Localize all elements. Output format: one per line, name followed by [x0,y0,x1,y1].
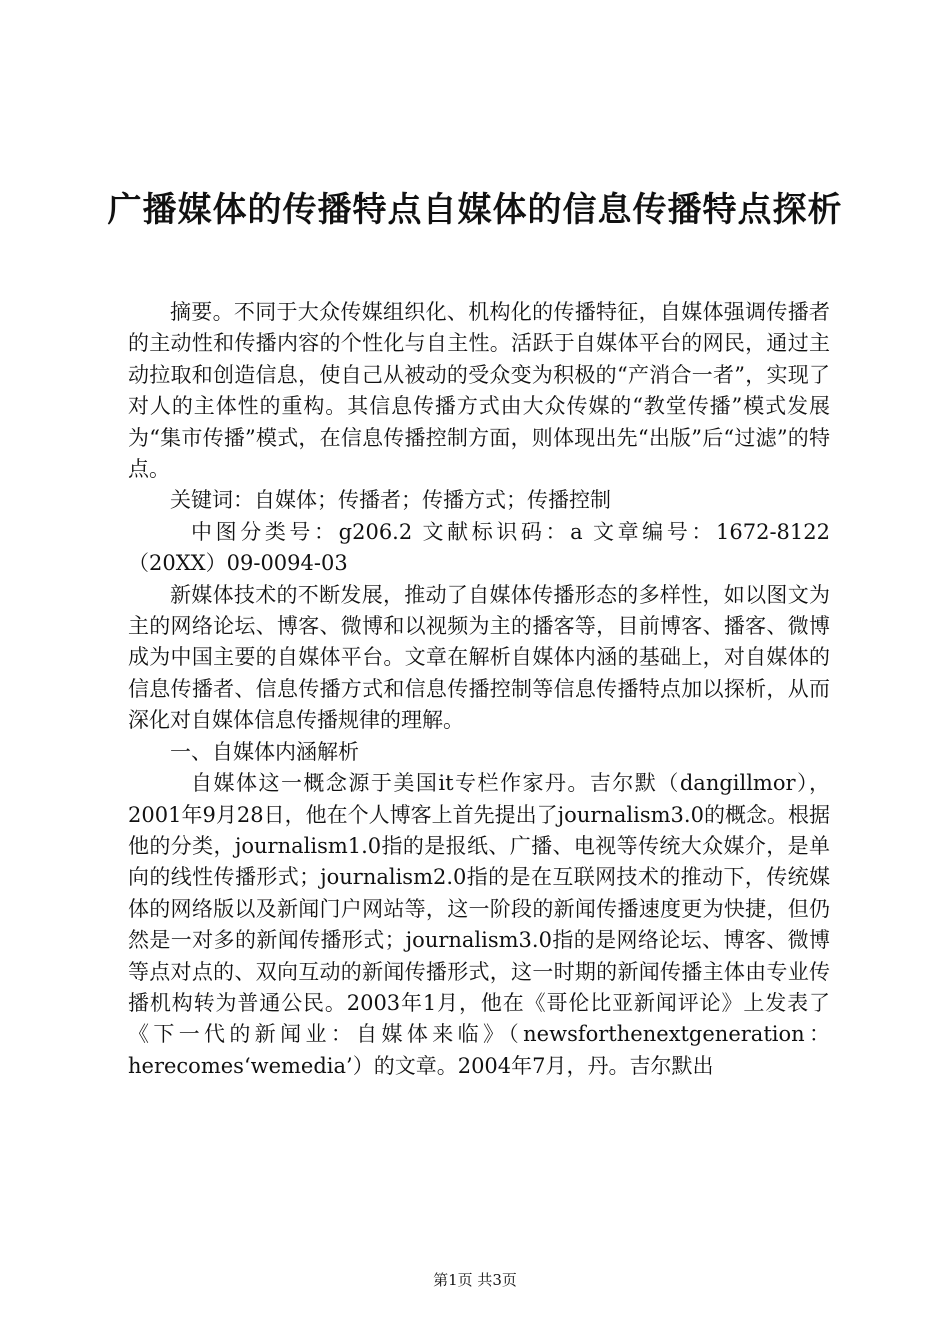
intro-paragraph: 新媒体技术的不断发展，推动了自媒体传播形态的多样性，如以图文为主的网络论坛、博客、微博和以视频为主的播客等，目前博客、播客、微博成为中国主要的自媒体平台。文章在解析自媒体内涵的基础上，对自媒体的信息传播者、信息传播方式和信息传播控制等信息传播特点加以探析，从而深化对自媒体信息传播规律的理解。 [128,582,830,733]
page-title: 广播媒体的传播特点自媒体的信息传播特点探析 [107,190,843,230]
document-body [128,297,830,1082]
keywords-paragraph: 关键词：自媒体；传播者；传播方式；传播控制 [170,488,611,513]
section-body-paragraph: 自媒体这一概念源于美国it专栏作家丹。吉尔默（dangillmor），2001年9月28日，他在个人博客上首先提出了journalism3.0的概念。根据他的分类，journalism1.0指的是报纸、广播、电视等传统大众媒介，是单向的线性传播形式；journalism2.0指的是在互联网技术的推动下，传统媒体的网络版以及新闻门户网站等，这一阶段的新闻传播速度更为快捷，但仍然是一对多的新闻传播形式；journalism3.0指的是网络论坛、博客、微博等点对点的、双向互动的新闻传播形式，这一时期的新闻传播主体由专业传播机构转为普通公民。2003年1月，他在《哥伦比亚新闻评论》上发表了《下一代的新闻业：自媒体来临》（newsforthenextgeneration：herecomes‘wemedia’）的文章。2004年7月，丹。吉尔默出 [128,771,830,1078]
section-heading: 一、自媒体内涵解析 [170,739,359,764]
page-footer: 第1页 共3页 [433,1271,517,1289]
abstract-paragraph: 摘要。不同于大众传媒组织化、机构化的传播特征，自媒体强调传播者的主动性和传播内容的个性化与自主性。活跃于自媒体平台的网民，通过主动拉取和创造信息，使自己从被动的受众变为积极的“产消合一者”，实现了对人的主体性的重构。其信息传播方式由大众传媒的“教堂传播”模式发展为“集市传播”模式，在信息传播控制方面，则体现出先“出版”后“过滤”的特点。 [128,300,830,482]
classification-paragraph: 中图分类号：g206.2 文献标识码：a 文章编号：1672-8122（20XX）09-0094-03 [128,519,830,576]
